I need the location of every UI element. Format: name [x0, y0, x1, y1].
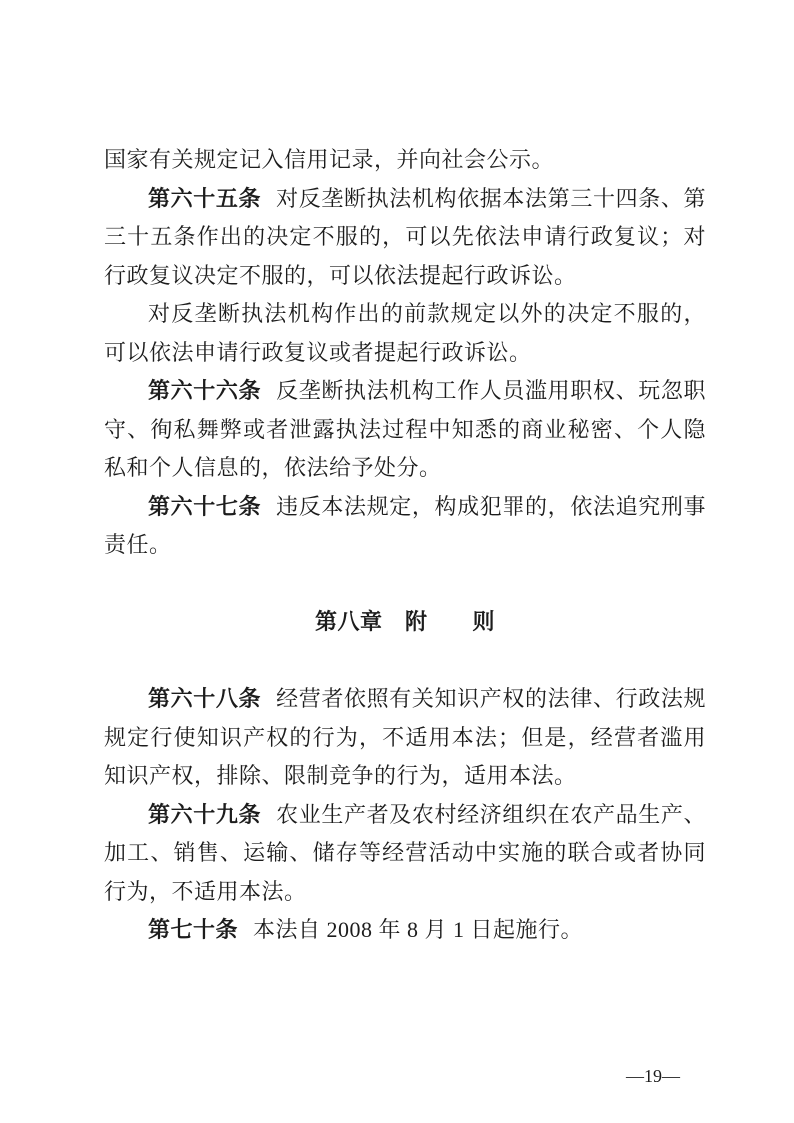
- article-label: 第六十八条: [148, 686, 262, 711]
- paragraph-text: 本法自 2008 年 8 月 1 日起施行。: [252, 917, 583, 942]
- paragraph-text: 经营者依照有关知识产权的法律、行政法规规定行使知识产权的行为，不适用本法；但是，经营者滥用知识产权，排除、限制竞争的行为，适用本法。: [104, 686, 706, 788]
- paragraph-text: 反垄断执法机构工作人员滥用职权、玩忽职守、徇私舞弊或者泄露执法过程中知悉的商业秘密、个人隐私和个人信息的，依法给予处分。: [104, 378, 706, 480]
- article-label: 第六十九条: [148, 801, 262, 827]
- article-label: 第七十条: [148, 917, 239, 942]
- paragraph-text: 国家有关规定记入信用记录，并向社会公示。: [104, 147, 555, 172]
- document-body: [104, 141, 706, 950]
- page-number: —19—: [626, 1066, 680, 1086]
- paragraph: [104, 295, 706, 372]
- chapter-heading: [104, 603, 706, 642]
- paragraph-text: 农业生产者及农村经济组织在农产品生产、加工、销售、运输、储存等经营活动中实施的联合或者协同行为，不适用本法。: [104, 801, 706, 904]
- article-label: 第六十六条: [148, 378, 262, 403]
- chapter-heading-text: 第八章 附 则: [314, 609, 495, 634]
- paragraph: [104, 488, 706, 565]
- paragraph: [104, 372, 706, 488]
- paragraph: [104, 141, 706, 180]
- article-label: 第六十七条: [148, 493, 262, 519]
- paragraph-text: 对反垄断执法机构依据本法第三十四条、第三十五条作出的决定不服的，可以先依法申请行政复议；对行政复议决定不服的，可以依法提起行政诉讼。: [104, 185, 706, 288]
- page-footer: [626, 1062, 680, 1090]
- paragraph: [104, 911, 706, 950]
- paragraph-text: 对反垄断执法机构作出的前款规定以外的决定不服的，可以依法申请行政复议或者提起行政诉讼。: [104, 301, 706, 365]
- paragraph: [104, 796, 706, 912]
- paragraph: [104, 680, 706, 796]
- paragraph: [104, 180, 706, 296]
- paragraph-text: 违反本法规定，构成犯罪的，依法追究刑事责任。: [104, 493, 706, 557]
- article-label: 第六十五条: [148, 185, 262, 211]
